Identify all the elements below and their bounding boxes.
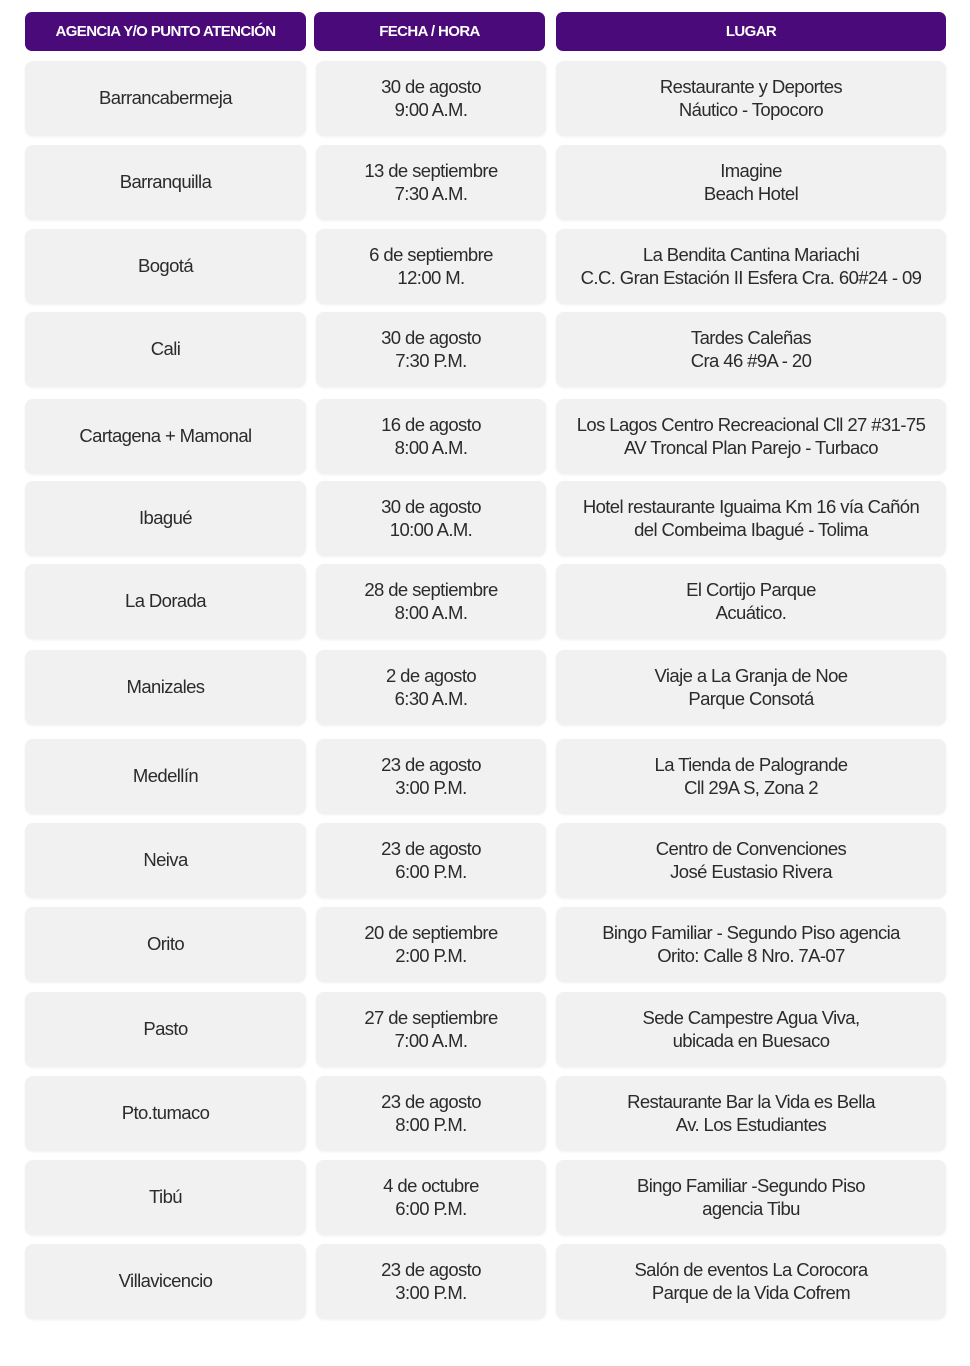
place-cell — [556, 650, 946, 725]
place-cell — [556, 61, 946, 136]
date-cell — [316, 145, 546, 220]
place-cell — [556, 312, 946, 387]
place-cell — [556, 399, 946, 474]
place-line-1: El Cortijo Parque — [686, 579, 816, 600]
date-cell — [316, 399, 546, 474]
event-date: 20 de septiembre — [364, 922, 498, 943]
event-date: 28 de septiembre — [364, 579, 498, 600]
agency-cell — [25, 992, 306, 1067]
event-time: 6:00 P.M. — [395, 860, 467, 882]
agency-cell — [25, 481, 306, 556]
date-cell — [316, 650, 546, 725]
event-date: 23 de agosto — [381, 838, 481, 859]
event-time: 3:00 P.M. — [395, 776, 467, 798]
event-time: 9:00 A.M. — [394, 98, 468, 120]
date-cell — [316, 1160, 546, 1235]
event-time: 7:30 P.M. — [395, 349, 467, 371]
event-date: 23 de agosto — [381, 754, 481, 775]
place-line-2: Orito: Calle 8 Nro. 7A-07 — [657, 944, 845, 966]
event-time: 10:00 A.M. — [389, 518, 473, 540]
place-line-2: C.C. Gran Estación II Esfera Cra. 60#24 - 09 — [580, 266, 922, 288]
place-line-1: La Bendita Cantina Mariachi — [642, 244, 860, 265]
place-cell — [556, 564, 946, 639]
agency-name: La Dorada — [125, 590, 206, 612]
place-line-2: Beach Hotel — [703, 182, 799, 204]
place-line-1: Tardes Caleñas — [690, 327, 812, 348]
place-line-2: del Combeima Ibagué - Tolima — [634, 518, 868, 540]
place-cell — [556, 481, 946, 556]
agency-name: Medellín — [132, 765, 199, 787]
date-cell — [316, 1076, 546, 1151]
agency-cell — [25, 739, 306, 814]
place-line-2: AV Troncal Plan Parejo - Turbaco — [624, 436, 878, 458]
event-time: 7:30 A.M. — [394, 182, 468, 204]
event-date: 27 de septiembre — [364, 1007, 498, 1028]
place-cell — [556, 907, 946, 982]
place-line-2: Av. Los Estudiantes — [675, 1113, 827, 1135]
agency-name: Cali — [150, 338, 181, 360]
place-line-2: Acuático. — [715, 601, 787, 623]
agency-cell — [25, 650, 306, 725]
date-cell — [316, 992, 546, 1067]
header-place: LUGAR — [556, 12, 946, 51]
place-line-2: Cll 29A S, Zona 2 — [684, 776, 818, 798]
place-line-2: Parque de la Vida Cofrem — [651, 1281, 851, 1303]
event-time: 6:00 P.M. — [395, 1197, 467, 1219]
event-date: 4 de octubre — [383, 1175, 479, 1196]
agency-name: Barranquilla — [119, 171, 212, 193]
place-line-2: agencia Tibu — [702, 1197, 800, 1219]
place-line-1: Los Lagos Centro Recreacional Cll 27 #31-75 — [576, 414, 926, 435]
event-date: 23 de agosto — [381, 1091, 481, 1112]
event-time: 7:00 A.M. — [394, 1029, 468, 1051]
place-line-1: Restaurante y Deportes — [659, 76, 843, 97]
agency-cell — [25, 823, 306, 898]
event-time: 8:00 P.M. — [395, 1113, 467, 1135]
event-date: 6 de septiembre — [369, 244, 493, 265]
agency-cell — [25, 229, 306, 304]
event-date: 13 de septiembre — [364, 160, 498, 181]
event-date: 23 de agosto — [381, 1259, 481, 1280]
date-cell — [316, 564, 546, 639]
place-line-1: Bingo Familiar -Segundo Piso — [637, 1175, 865, 1196]
event-date: 2 de agosto — [385, 665, 477, 686]
date-cell — [316, 481, 546, 556]
place-cell — [556, 739, 946, 814]
agency-cell — [25, 1160, 306, 1235]
place-line-1: Bingo Familiar - Segundo Piso agencia — [602, 922, 900, 943]
agency-cell — [25, 145, 306, 220]
agency-name: Cartagena + Mamonal — [79, 425, 252, 447]
place-cell — [556, 1160, 946, 1235]
date-cell — [316, 907, 546, 982]
place-cell — [556, 145, 946, 220]
place-line-2: ubicada en Buesaco — [672, 1029, 830, 1051]
place-line-2: Cra 46 #9A - 20 — [690, 349, 812, 371]
agency-cell — [25, 1244, 306, 1319]
date-cell — [316, 229, 546, 304]
place-line-1: Hotel restaurante Iguaima Km 16 vía Cañón — [582, 496, 920, 517]
agency-name: Manizales — [126, 676, 205, 698]
agency-name: Neiva — [143, 849, 188, 871]
place-line-1: Salón de eventos La Corocora — [634, 1259, 868, 1280]
event-time: 6:30 A.M. — [394, 687, 468, 709]
event-date: 30 de agosto — [381, 327, 481, 348]
place-line-1: Viaje a La Granja de Noe — [654, 665, 848, 686]
date-cell — [316, 823, 546, 898]
event-date: 16 de agosto — [381, 414, 481, 435]
agency-name: Villavicencio — [118, 1270, 213, 1292]
place-line-1: Restaurante Bar la Vida es Bella — [627, 1091, 875, 1112]
place-line-2: José Eustasio Rivera — [670, 860, 832, 882]
agency-name: Pto.tumaco — [121, 1102, 210, 1124]
event-date: 30 de agosto — [381, 496, 481, 517]
event-time: 8:00 A.M. — [394, 601, 468, 623]
event-time: 8:00 A.M. — [394, 436, 468, 458]
place-cell — [556, 823, 946, 898]
place-line-1: Imagine — [720, 160, 782, 181]
agency-name: Orito — [146, 933, 185, 955]
place-line-2: Parque Consotá — [688, 687, 814, 709]
place-line-1: Sede Campestre Agua Viva, — [642, 1007, 860, 1028]
event-date: 30 de agosto — [381, 76, 481, 97]
date-cell — [316, 312, 546, 387]
agency-cell — [25, 61, 306, 136]
agency-name: Tibú — [149, 1186, 182, 1208]
place-cell — [556, 1076, 946, 1151]
agency-name: Pasto — [143, 1018, 188, 1040]
header-agency: AGENCIA Y/O PUNTO ATENCIÓN — [25, 12, 306, 51]
place-cell — [556, 229, 946, 304]
event-time: 3:00 P.M. — [395, 1281, 467, 1303]
place-line-1: Centro de Convenciones — [655, 838, 847, 859]
place-line-1: La Tienda de Palogrande — [654, 754, 848, 775]
agency-name: Barrancabermeja — [99, 87, 232, 109]
agency-cell — [25, 399, 306, 474]
place-cell — [556, 992, 946, 1067]
agency-cell — [25, 1076, 306, 1151]
agency-name: Ibagué — [139, 507, 192, 529]
event-time: 12:00 M. — [397, 266, 465, 288]
event-time: 2:00 P.M. — [395, 944, 467, 966]
agency-name: Bogotá — [137, 255, 194, 277]
agency-cell — [25, 564, 306, 639]
header-date: FECHA / HORA — [314, 12, 545, 51]
date-cell — [316, 1244, 546, 1319]
place-line-2: Náutico - Topocoro — [678, 98, 824, 120]
agency-cell — [25, 907, 306, 982]
date-cell — [316, 61, 546, 136]
date-cell — [316, 739, 546, 814]
agency-cell — [25, 312, 306, 387]
place-cell — [556, 1244, 946, 1319]
